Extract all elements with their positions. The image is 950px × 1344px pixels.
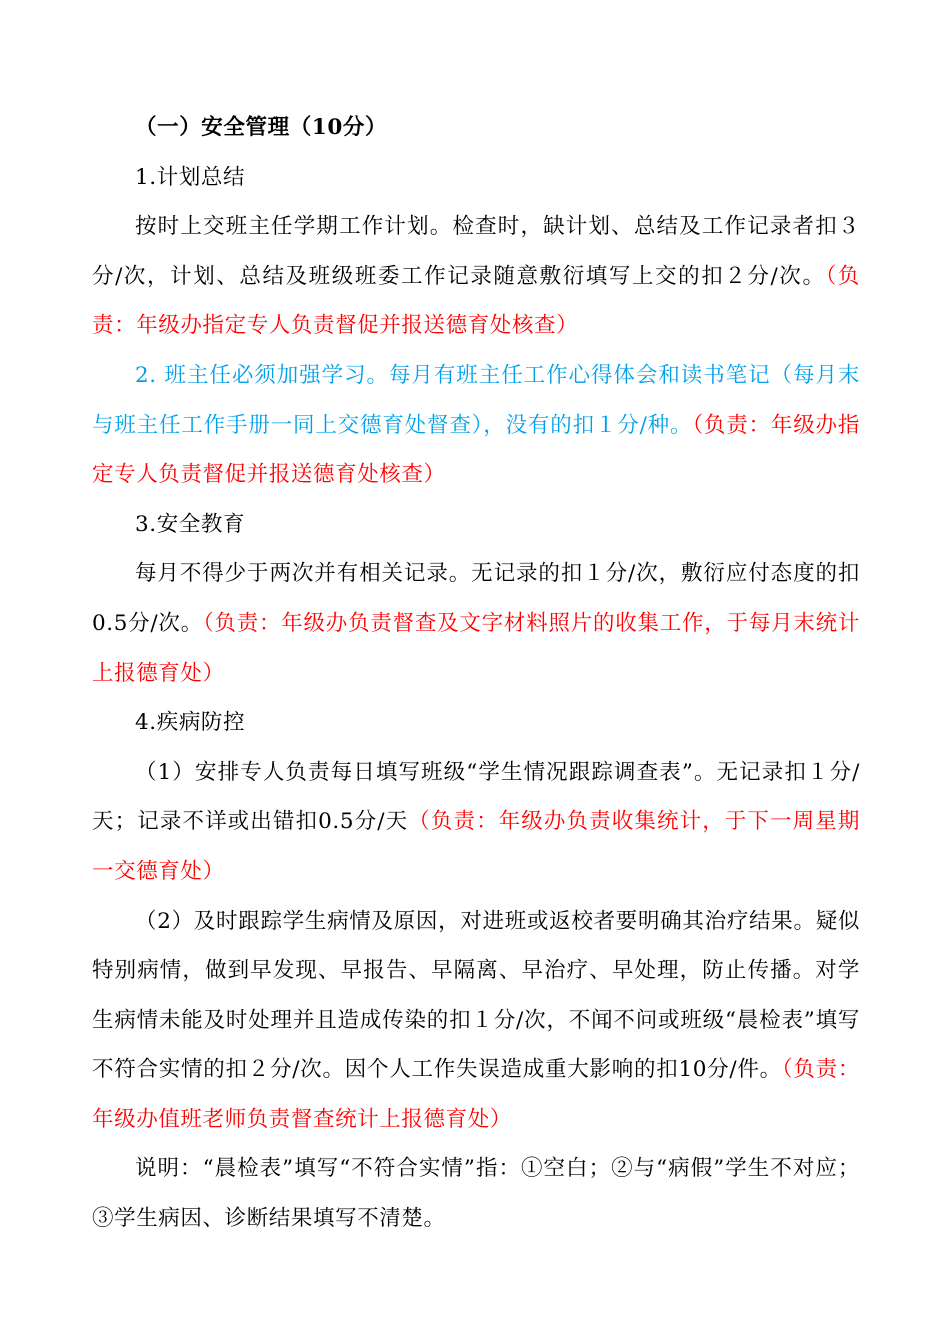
item-4-heading: 4.疾病防控 <box>135 710 246 736</box>
item-3-body: 每月不得少于两次并有相关记录。无记录的扣１分/次，敷衍应付态度的扣0.5分/次。 <box>92 561 860 636</box>
item-2-responsibility: （负责：年级办指定专人负责督促并报送德育处核查） <box>92 412 860 488</box>
item-2-paragraph <box>92 351 860 500</box>
item-4-sub-1-body: （1）安排专人负责每日填写班级“学生情况跟踪调查表”。无记录扣１分/天；记录不详或出错扣0.5分/天 <box>92 759 860 835</box>
item-1-responsibility: （负责：年级办指定专人负责督促并报送德育处核查） <box>92 263 861 339</box>
item-4-sub-2-paragraph <box>92 897 860 1145</box>
item-4-note: 说明：“晨检表”填写“不符合实情”指：①空白；②与“病假”学生不对应；③学生病因、诊断结果填写不清楚。 <box>92 1156 860 1232</box>
section-title: （一）安全管理（10分） <box>135 115 388 140</box>
item-4-sub-1-paragraph <box>92 748 860 897</box>
item-4-sub-2-responsibility: （负责：年级办值班老师负责督查统计上报德育处） <box>92 1057 861 1132</box>
document-body <box>92 103 860 1244</box>
item-1-heading: 1.计划总结 <box>135 164 246 190</box>
item-1-paragraph <box>92 202 860 351</box>
item-2-body: 2. 班主任必须加强学习。每月有班主任工作心得体会和读书笔记（每月末与班主任工作手册一同上交德育处督查），没有的扣１分/种。 <box>92 362 860 438</box>
item-4-sub-2-body: （2）及时跟踪学生病情及原因，对进班或返校者要明确其治疗结果。疑似特别病情，做到早发现、早报告、早隔离、早治疗、早处理，防止传播。对学生病情未能及时处理并且造成传染的扣１分/次，不闻不问或班级“晨检表”填写不符合实情的扣２分/次。因个人工作失误造成重大影响的扣10分/件。 <box>92 908 860 1083</box>
item-3-paragraph <box>92 549 860 698</box>
item-3-heading: 3.安全教育 <box>135 511 246 537</box>
item-3-responsibility: （负责：年级办负责督查及文字材料照片的收集工作，于每月末统计上报德育处） <box>92 610 860 686</box>
item-4-sub-1-responsibility: （负责：年级办负责收集统计，于下一周星期一交德育处） <box>92 809 860 884</box>
item-1-body: 按时上交班主任学期工作计划。检查时，缺计划、总结及工作记录者扣３分/次，计划、总结及班级班委工作记录随意敷衍填写上交的扣２分/次。 <box>92 214 860 289</box>
